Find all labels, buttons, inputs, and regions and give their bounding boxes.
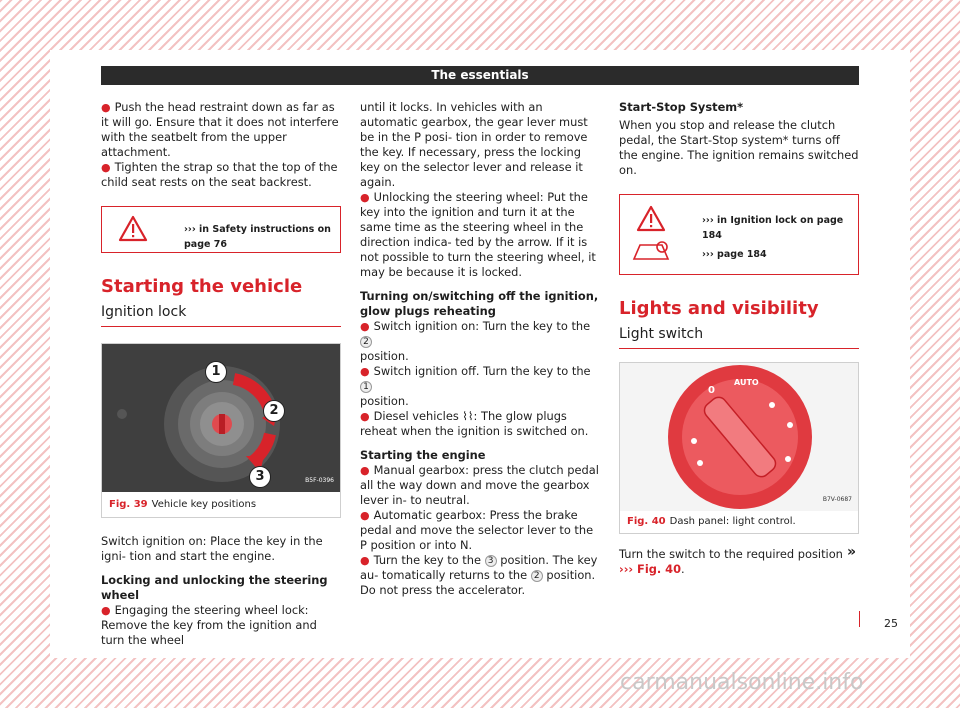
position-number: 2 bbox=[531, 570, 543, 582]
column-1 bbox=[101, 100, 341, 648]
position-number: 2 bbox=[360, 336, 372, 348]
continued-arrow: » bbox=[846, 544, 856, 560]
section-title: Lights and visibility bbox=[619, 298, 819, 319]
page-header: The essentials bbox=[101, 66, 859, 85]
warning-box bbox=[101, 206, 341, 253]
bullet-item: ● Engaging the steering wheel lock: Remove the key from the ignition and turn the wheel bbox=[101, 603, 317, 647]
figure-caption: Fig. 39 Vehicle key positions bbox=[109, 499, 257, 510]
bullet-item: ● Diesel vehicles ⌇⌇: The glow plugs reheat when the ignition is switched on. bbox=[360, 409, 589, 438]
paragraph: When you stop and release the clutch pedal, the Start-Stop system* turns off the engine. The ignition remains switched on. bbox=[619, 118, 859, 177]
knob-label: 0 bbox=[708, 385, 715, 396]
bullet-item: ● Push the head restraint down as far as it will go. Ensure that it does not interfere with the seatbelt from the upper attachment. bbox=[101, 100, 339, 159]
key-position-label: 1 bbox=[205, 361, 227, 383]
figure-code: B5F-0396 bbox=[305, 477, 334, 484]
warning-triangle-icon bbox=[118, 215, 148, 242]
subsection-title: Light switch bbox=[619, 327, 859, 349]
figure-light-switch bbox=[619, 362, 859, 534]
section-title: Starting the vehicle bbox=[101, 276, 303, 297]
paragraph: Switch ignition on: Place the key in the igni- tion and start the engine. bbox=[101, 534, 323, 563]
column-2 bbox=[360, 100, 600, 598]
position-number: 1 bbox=[360, 381, 372, 393]
key-position-label: 3 bbox=[249, 466, 271, 488]
paragraph-heading: Start-Stop System* bbox=[619, 100, 744, 114]
figure-link[interactable]: ››› Fig. 40 bbox=[619, 562, 682, 576]
page-reference-link[interactable]: ››› page 184 bbox=[702, 249, 767, 260]
bullet-item: ● Unlocking the steering wheel: Put the key into the ignition and turn it at the same time as the steering wheel in the direction indica- ted by the arrow. If it is not possible to turn the steering wheel, it may be because it is locked. bbox=[360, 190, 596, 279]
bullet-item: ● Automatic gearbox: Press the brake pedal and move the selector lever to the P position or into N. bbox=[360, 508, 594, 552]
figure-ignition-lock bbox=[101, 343, 341, 518]
page-number: 25 bbox=[884, 617, 898, 630]
warning-triangle-icon bbox=[636, 205, 666, 232]
paragraph: until it locks. In vehicles with an automatic gearbox, the gear lever must be in the P posi- tion in order to remove the key. If necessary, press the locking key on the selector lever and release it again. bbox=[360, 100, 588, 189]
environment-note-icon bbox=[632, 239, 672, 263]
ignition-lock-image bbox=[102, 344, 340, 492]
key-position-label: 2 bbox=[263, 400, 285, 422]
warning-reference-link[interactable]: ››› in Safety instructions on page 76 bbox=[184, 224, 331, 250]
bullet-item: ● Manual gearbox: press the clutch pedal all the way down and move the gearbox lever in- to neutral. bbox=[360, 463, 599, 507]
paragraph: Turn the switch to the required position ››› Fig. 40. » bbox=[619, 544, 856, 576]
warning-reference-link[interactable]: ››› in Ignition lock on page 184 bbox=[702, 215, 844, 241]
knob-label: AUTO bbox=[734, 378, 759, 387]
bullet-item: ● Tighten the strap so that the top of the child seat rests on the seat backrest. bbox=[101, 160, 338, 189]
bullet-item: ● Switch ignition on: Turn the key to the 2 position. bbox=[360, 319, 591, 363]
watermark: carmanualsonline.info bbox=[620, 670, 864, 695]
figure-caption: Fig. 40 Dash panel: light control. bbox=[627, 516, 796, 527]
page-number-rule bbox=[859, 611, 860, 627]
position-number: 3 bbox=[485, 555, 497, 567]
subsection-title: Ignition lock bbox=[101, 305, 341, 327]
column-3 bbox=[619, 100, 859, 577]
light-switch-image bbox=[620, 363, 858, 511]
bullet-item: ● Switch ignition off. Turn the key to the 1 position. bbox=[360, 364, 591, 408]
paragraph-heading: Locking and unlocking the steering wheel bbox=[101, 573, 328, 602]
figure-code: B7V-0687 bbox=[822, 496, 852, 503]
paragraph-heading: Turning on/switching off the ignition, glow plugs reheating bbox=[360, 289, 599, 318]
bullet-item: ● Turn the key to the 3 position. The key au- tomatically returns to the 2 position. Do not press the accelerator. bbox=[360, 553, 598, 597]
paragraph-heading: Starting the engine bbox=[360, 448, 486, 462]
reference-box bbox=[619, 194, 859, 275]
